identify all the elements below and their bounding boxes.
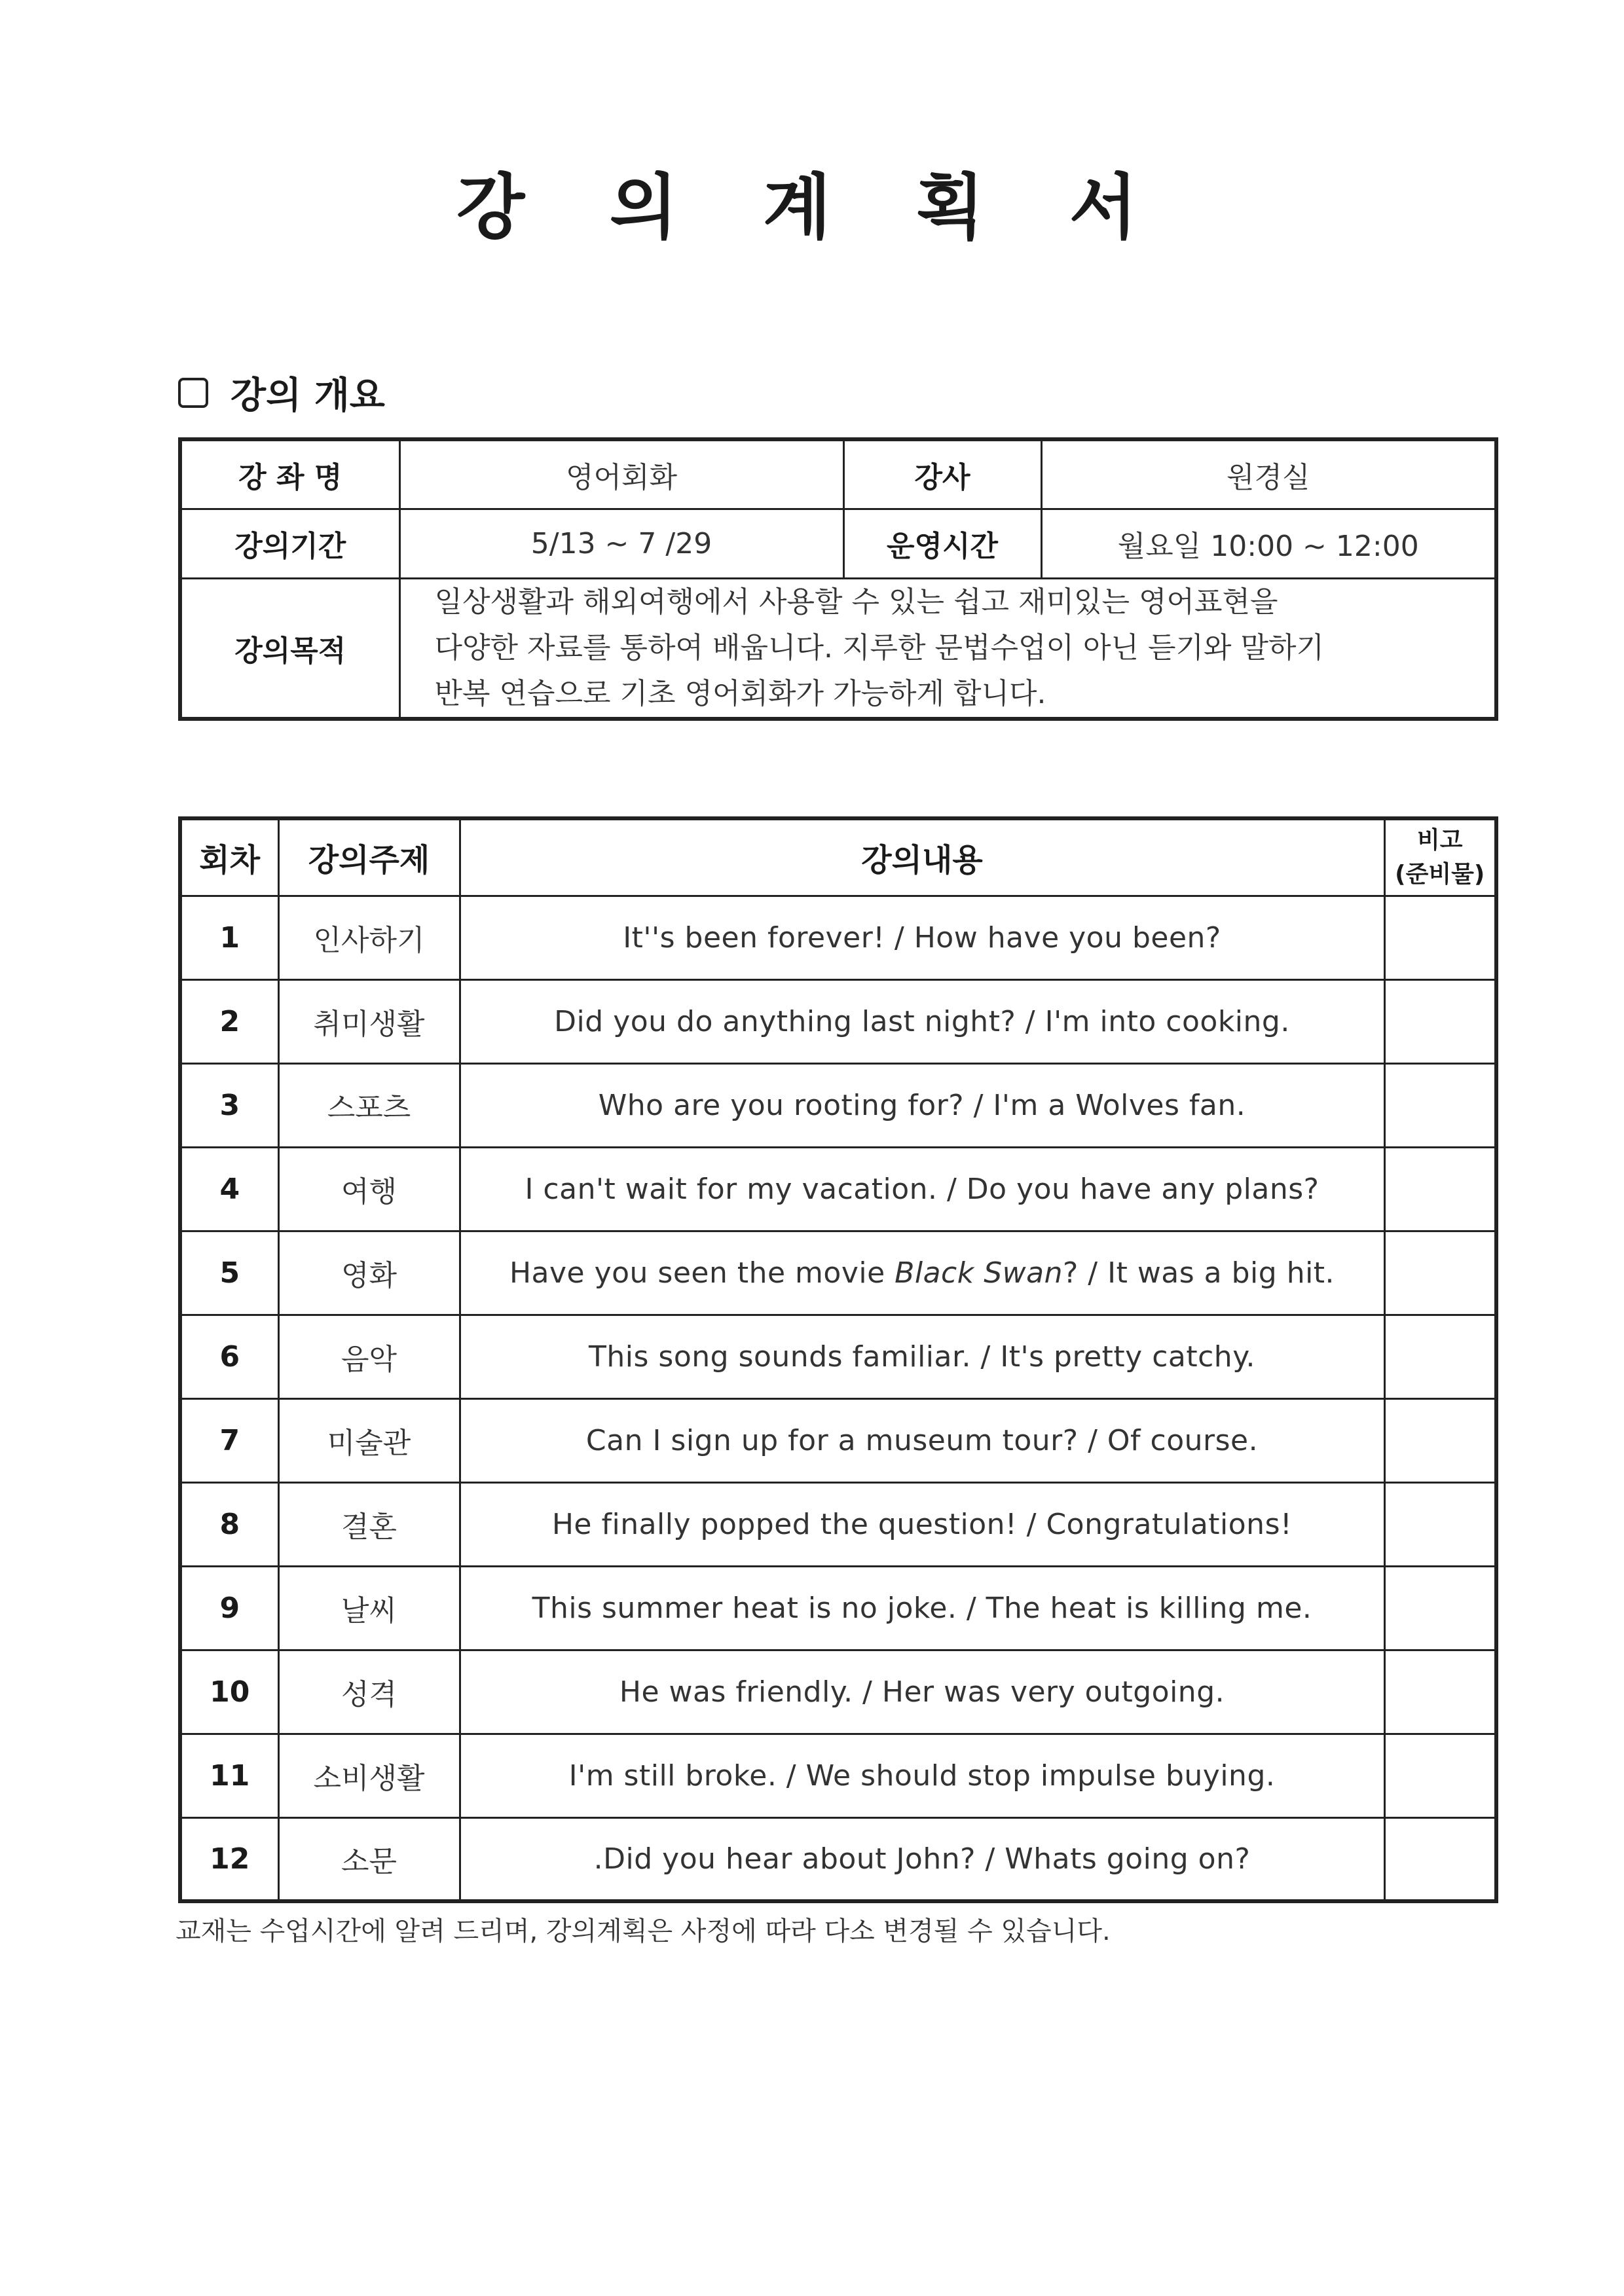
row-topic: 음악	[278, 1315, 460, 1398]
row-content	[460, 1231, 1384, 1315]
row-number: 7	[180, 1398, 278, 1482]
row-number: 4	[180, 1147, 278, 1231]
row-content-text: ? / It was a big hit.	[1062, 1256, 1335, 1290]
instructor-label: 강사	[843, 439, 1041, 509]
row-note	[1384, 1566, 1496, 1650]
row-note	[1384, 1147, 1496, 1231]
table-row	[180, 1734, 1496, 1817]
row-number: 8	[180, 1482, 278, 1566]
table-row	[180, 1650, 1496, 1734]
table-row	[180, 1566, 1496, 1650]
section-heading	[178, 367, 385, 419]
table-row	[180, 1063, 1496, 1147]
overview-row-period	[180, 509, 1496, 578]
row-number: 6	[180, 1315, 278, 1398]
table-row	[180, 1231, 1496, 1315]
row-note	[1384, 1734, 1496, 1817]
header-note-line: 비고	[1416, 826, 1463, 854]
document-title: 강 의 계 획 서	[456, 167, 1168, 249]
row-content: Who are you rooting for? / I'm a Wolves fan.	[460, 1063, 1384, 1147]
row-content: .Did you hear about John? / Whats going on?	[460, 1817, 1384, 1901]
row-note	[1384, 1063, 1496, 1147]
row-content: This summer heat is no joke. / The heat is killing me.	[460, 1566, 1384, 1650]
row-note	[1384, 1650, 1496, 1734]
schedule-body	[180, 896, 1496, 1901]
header-topic: 강의주제	[278, 818, 460, 896]
time-label: 운영시간	[843, 509, 1041, 578]
row-topic: 취미생활	[278, 979, 460, 1063]
row-content: This song sounds familiar. / It's pretty catchy.	[460, 1315, 1384, 1398]
row-number: 5	[180, 1231, 278, 1315]
row-topic: 결혼	[278, 1482, 460, 1566]
row-content: I'm still broke. / We should stop impulse buying.	[460, 1734, 1384, 1817]
header-note	[1384, 818, 1496, 896]
footer-note: 교재는 수업시간에 알려 드리며, 강의계획은 사정에 따라 다소 변경될 수 있습니다.	[175, 1916, 1111, 1946]
schedule-header-row	[180, 818, 1496, 896]
row-topic: 여행	[278, 1147, 460, 1231]
row-content: He was friendly. / Her was very outgoing.	[460, 1650, 1384, 1734]
row-number: 1	[180, 896, 278, 979]
row-content-text: Have you seen the movie	[509, 1256, 895, 1290]
header-content: 강의내용	[460, 818, 1384, 896]
course-value: 영어회화	[399, 439, 843, 509]
row-note	[1384, 1231, 1496, 1315]
period-label: 강의기간	[180, 509, 399, 578]
schedule-table	[178, 816, 1498, 1903]
row-number: 3	[180, 1063, 278, 1147]
course-label: 강 좌 명	[180, 439, 399, 509]
header-no: 회차	[180, 818, 278, 896]
table-row	[180, 1147, 1496, 1231]
period-value: 5/13 ~ 7 /29	[399, 509, 843, 578]
header-note-line: (준비물)	[1395, 860, 1485, 888]
row-content: He finally popped the question! / Congratulations!	[460, 1482, 1384, 1566]
table-row	[180, 1398, 1496, 1482]
row-topic: 소비생활	[278, 1734, 460, 1817]
purpose-label: 강의목적	[180, 578, 399, 719]
row-content: Can I sign up for a museum tour? / Of course.	[460, 1398, 1384, 1482]
purpose-text	[399, 578, 1496, 719]
row-topic: 성격	[278, 1650, 460, 1734]
row-note	[1384, 1482, 1496, 1566]
row-note	[1384, 1315, 1496, 1398]
row-number: 2	[180, 979, 278, 1063]
row-topic: 영화	[278, 1231, 460, 1315]
row-note	[1384, 1817, 1496, 1901]
overview-row-purpose	[180, 578, 1496, 719]
row-content: It''s been forever! / How have you been?	[460, 896, 1384, 979]
row-number: 11	[180, 1734, 278, 1817]
overview-table	[178, 437, 1498, 721]
table-row	[180, 1482, 1496, 1566]
row-topic: 날씨	[278, 1566, 460, 1650]
row-content: Did you do anything last night? / I'm into cooking.	[460, 979, 1384, 1063]
row-note	[1384, 1398, 1496, 1482]
row-topic: 미술관	[278, 1398, 460, 1482]
purpose-line: 일상생활과 해외여행에서 사용할 수 있는 쉽고 재미있는 영어표현을	[434, 585, 1278, 619]
overview-row-course	[180, 439, 1496, 509]
table-row	[180, 896, 1496, 979]
row-number: 12	[180, 1817, 278, 1901]
row-topic: 스포츠	[278, 1063, 460, 1147]
table-row	[180, 1315, 1496, 1398]
row-number: 10	[180, 1650, 278, 1734]
time-value: 월요일 10:00 ~ 12:00	[1041, 509, 1496, 578]
row-number: 9	[180, 1566, 278, 1650]
purpose-line: 다양한 자료를 통하여 배웁니다. 지루한 문법수업이 아닌 듣기와 말하기	[434, 630, 1324, 665]
table-row	[180, 979, 1496, 1063]
row-content: I can't wait for my vacation. / Do you have any plans?	[460, 1147, 1384, 1231]
row-topic: 인사하기	[278, 896, 460, 979]
section-heading-label: 강의 개요	[231, 374, 385, 417]
table-row	[180, 1817, 1496, 1901]
row-topic: 소문	[278, 1817, 460, 1901]
instructor-value: 원경실	[1041, 439, 1496, 509]
row-content-title: Black Swan	[895, 1256, 1063, 1290]
row-note	[1384, 896, 1496, 979]
purpose-line: 반복 연습으로 기초 영어회화가 가능하게 합니다.	[434, 676, 1046, 710]
checkbox-icon	[178, 378, 208, 408]
row-note	[1384, 979, 1496, 1063]
